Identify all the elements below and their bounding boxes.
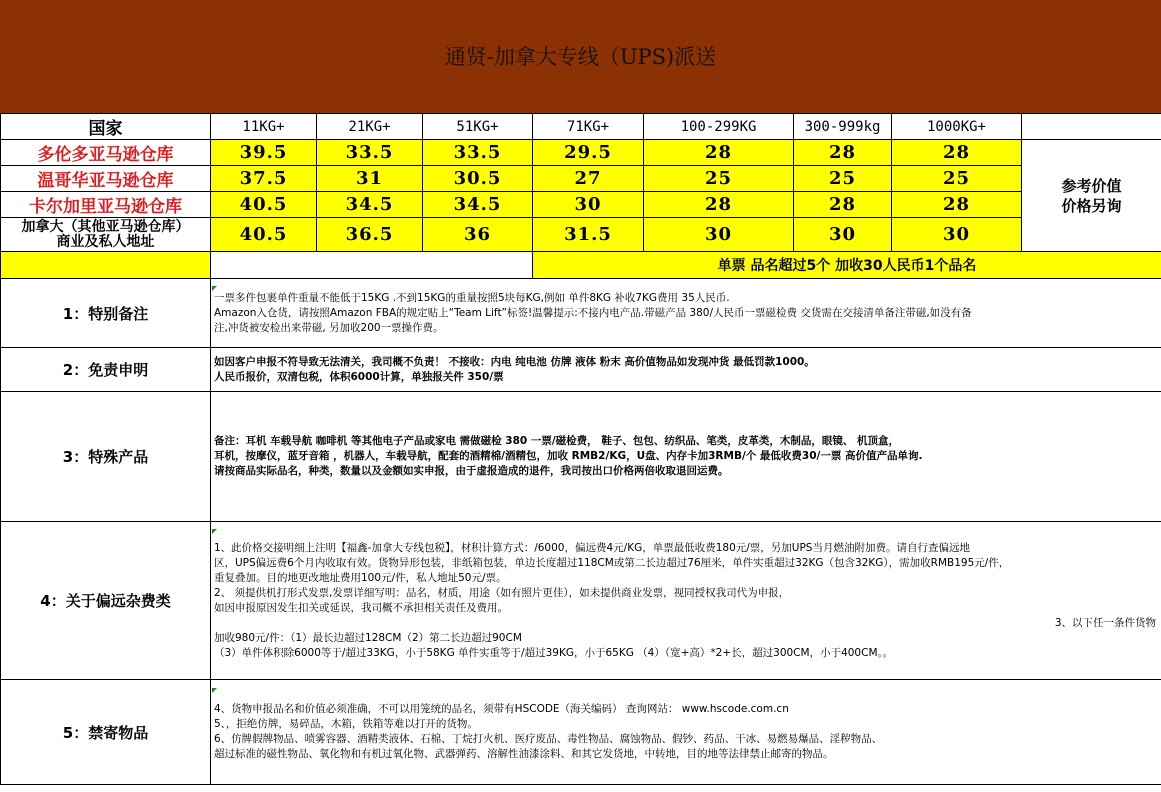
section-content[interactable] (211, 680, 1161, 785)
section-special-notes (1, 279, 1161, 348)
section-content[interactable] (211, 522, 1161, 680)
rate-cell[interactable]: 27 (533, 166, 644, 192)
section-line: 1、此价格交接明细上注明【福鑫-加拿大专线包税】，材积计算方式：/6000，偏远费4元/KG，单票最低收费180元/票，另加UPS当月燃油附加费。请自行查偏远地 (214, 541, 970, 554)
rate-cell[interactable]: 30 (892, 218, 1022, 252)
rate-row-calgary (1, 192, 1161, 218)
rate-cell[interactable]: 30 (794, 218, 892, 252)
header-empty-cell[interactable] (1022, 114, 1161, 140)
rate-cell[interactable]: 25 (644, 166, 794, 192)
rate-cell[interactable]: 31.5 (533, 218, 644, 252)
header-col-71kg[interactable]: 71KG+ (533, 114, 644, 140)
rate-cell[interactable]: 40.5 (211, 218, 317, 252)
rate-cell[interactable]: 36.5 (317, 218, 423, 252)
section-content[interactable] (211, 392, 1161, 522)
rate-cell[interactable]: 34.5 (317, 192, 423, 218)
section-prohibited-items (1, 680, 1161, 785)
rate-row-vancouver (1, 166, 1161, 192)
rate-cell[interactable]: 28 (892, 140, 1022, 166)
rate-name[interactable]: 多伦多亚马逊仓库 (1, 140, 211, 166)
rate-cell[interactable]: 25 (794, 166, 892, 192)
section-line: 区，UPS偏远费6个月内收取有效。货物异形包装，非纸箱包装，单边长度超过118CM或第二长边超过76厘米，单件实重超过32KG（包含32KG），需加收RMB195元/件， (214, 556, 1010, 569)
header-col-300-999kg[interactable]: 300-999kg (794, 114, 892, 140)
section-line: （3）单件体积除6000等于/超过33KG，小于58KG 单件实重等于/超过39KG，小于65KG （4）（宽+高）*2+长，超过300CM，小于400CM。。 (214, 646, 894, 659)
rate-cell[interactable]: 29.5 (533, 140, 644, 166)
section-line: 耳机，按摩仪，蓝牙音箱 ，机器人，车载导航，配套的酒精棉/酒精包，加收 RMB2/KG，U盘、内存卡加3RMB/个 最低收费30/一票 高价值产品单询. (214, 450, 923, 462)
rate-cell[interactable]: 30 (644, 218, 794, 252)
section-line: 如因申报原因发生扣关或延误，我司概不承担相关责任及费用。 (214, 601, 508, 614)
section-label[interactable]: 1：特别备注 (1, 279, 211, 348)
section-special-products (1, 392, 1161, 522)
rate-cell[interactable]: 36 (423, 218, 533, 252)
section-line: 请按商品实际品名，种类，数量以及金额如实申报，由于虚报造成的退件，我司按出口价格两倍收取退回运费。 (214, 465, 729, 477)
section-disclaimer (1, 348, 1161, 392)
header-col-100-299kg[interactable]: 100-299KG (644, 114, 794, 140)
section-label[interactable]: 3：特殊产品 (1, 392, 211, 522)
rate-row-toronto (1, 140, 1161, 166)
section-line: 超过标准的磁性物品、氧化物和有机过氧化物、武器弹药、溶解性油漆涂料、和其它发货地，中转地，目的地等法律禁止邮寄的物品。 (214, 748, 834, 760)
surcharge-row (1, 252, 1161, 279)
rate-cell[interactable]: 33.5 (423, 140, 533, 166)
rate-name[interactable]: 卡尔加里亚马逊仓库 (1, 192, 211, 218)
rate-cell[interactable]: 37.5 (211, 166, 317, 192)
rate-cell[interactable]: 28 (794, 192, 892, 218)
header-col-51kg[interactable]: 51KG+ (423, 114, 533, 140)
rate-name[interactable] (1, 218, 211, 252)
rate-cell[interactable]: 34.5 (423, 192, 533, 218)
rate-cell[interactable]: 39.5 (211, 140, 317, 166)
section-content[interactable] (211, 279, 1161, 348)
rate-sheet (0, 113, 1161, 785)
surcharge-note[interactable]: 单票 品名超过5个 加收30人民币1个品名 (533, 252, 1161, 279)
rate-cell[interactable]: 31 (317, 166, 423, 192)
rate-name-line-1: 加拿大（其他亚马逊仓库） (21, 218, 190, 235)
cell-comment-marker (212, 286, 217, 291)
rate-cell[interactable]: 30 (533, 192, 644, 218)
section-line: 6、仿牌假牌物品、喷雾容器、酒精类液体、石棉、丁烷打火机、医疗废品、毒性物品、腐蚀物品、假钞、药品、干冰、易燃易爆品、淫秽物品、 (214, 733, 883, 745)
section-line: Amazon入仓货，请按照Amazon FBA的规定贴上“Team Lift”标签!温馨提示:不接内电产品.带磁产品 380/人民币一票磁检费 交货需在交接清单备注带磁,如没有备 (214, 306, 972, 319)
section-line: 一票多件包裹单件重量不能低于15KG .不到15KG的重量按照5块每KG,例如 单件8KG 补收7KG费用 35人民币. (214, 291, 730, 304)
header-col-21kg[interactable]: 21KG+ (317, 114, 423, 140)
section-label[interactable]: 4：关于偏远杂费类 (1, 522, 211, 680)
surcharge-empty-cell[interactable] (211, 252, 533, 279)
rate-name-line-2: 商业及私人地址 (56, 233, 155, 250)
reference-line-2: 价格另询 (1061, 196, 1122, 215)
section-label[interactable]: 2：免责申明 (1, 348, 211, 392)
rate-cell[interactable]: 28 (794, 140, 892, 166)
rate-row-other (1, 218, 1161, 252)
header-row (1, 114, 1161, 140)
reference-price-cell[interactable] (1022, 140, 1161, 252)
rate-name[interactable]: 温哥华亚马逊仓库 (1, 166, 211, 192)
section-line: 注,冲货被安检出来带磁, 另加收200一票操作费。 (214, 321, 444, 334)
cell-comment-marker (212, 688, 217, 693)
rate-cell[interactable]: 40.5 (211, 192, 317, 218)
header-col-1000kg[interactable]: 1000KG+ (892, 114, 1022, 140)
section-label[interactable]: 5：禁寄物品 (1, 680, 211, 785)
sheet-title: 通贤-加拿大专线（UPS)派送 (444, 45, 717, 69)
cell-comment-marker (212, 529, 217, 534)
section-line: 加收980元/件：（1）最长边超过128CM（2）第二长边超过90CM (214, 631, 522, 644)
rate-cell[interactable]: 28 (892, 192, 1022, 218)
reference-line-1: 参考价值 (1061, 176, 1122, 195)
section-line: 重复叠加。目的地更改地址费用100元/件，私人地址50元/票。 (214, 571, 507, 584)
rate-cell[interactable]: 30.5 (423, 166, 533, 192)
section-line: 4、货物申报品名和价值必须准确，不可以用笼统的品名，须带有HSCODE（海关编码） 查询网站： www.hscode.com.cn (214, 703, 789, 715)
section-line: 3、以下任一条件货物 (1054, 616, 1156, 629)
section-remote-fees (1, 522, 1161, 680)
section-line: 如因客户申报不符导致无法清关，我司概不负责！ 不接收：内电 纯电池 仿牌 液体 粉末 高价值物品如发现冲货 最低罚款1000。 (214, 355, 815, 368)
section-line: 备注：耳机 车载导航 咖啡机 等其他电子产品或家电 需做磁检 380 一票/磁检费， 鞋子、包包、纺织品、笔类，皮革类，木制品，眼镜、 机顶盒， (214, 435, 899, 447)
surcharge-blank-cell[interactable] (1, 252, 211, 279)
rate-cell[interactable]: 28 (644, 140, 794, 166)
section-line: 2、 须提供机打形式发票,发票详细写明：品名，材质，用途（如有照片更佳），如未提供商业发票，视同授权我司代为申报， (214, 586, 790, 599)
header-col-11kg[interactable]: 11KG+ (211, 114, 317, 140)
section-line: 人民币报价，双清包税，体积6000计算，单独报关件 350/票 (214, 370, 504, 383)
rate-cell[interactable]: 25 (892, 166, 1022, 192)
rate-cell[interactable]: 33.5 (317, 140, 423, 166)
section-content[interactable] (211, 348, 1161, 392)
header-country[interactable]: 国家 (1, 114, 211, 140)
section-line: 5、，拒绝仿牌，易碎品，木箱，铁箱等难以打开的货物。 (214, 718, 478, 730)
rate-cell[interactable]: 28 (644, 192, 794, 218)
